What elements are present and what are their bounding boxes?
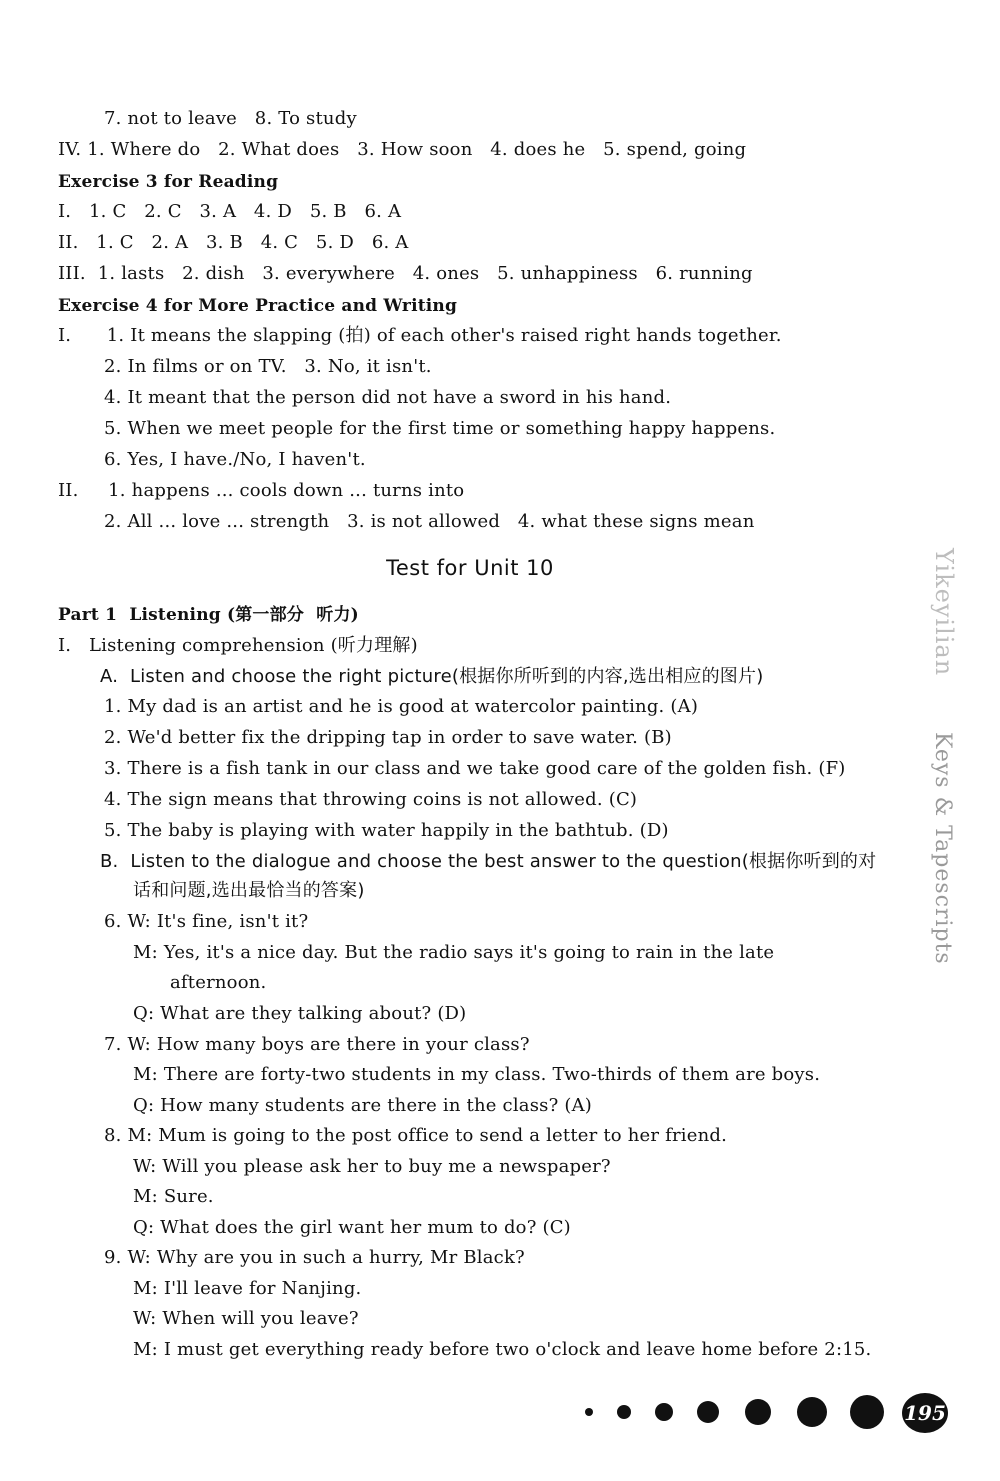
dot-icon xyxy=(585,1408,593,1416)
answer-line: 5. When we meet people for the first time or something happy happens. xyxy=(104,418,776,439)
script-line: M: There are forty-two students in my class. Two-thirds of them are boys. xyxy=(133,1064,821,1085)
page-number: 195 xyxy=(902,1393,948,1433)
subsection-heading: A. Listen and choose the right picture(根据你所听到的内容,选出相应的图片) xyxy=(100,666,764,687)
script-line: M: Yes, it's a nice day. But the radio says it's going to rain in the late xyxy=(133,942,775,963)
dot-icon xyxy=(655,1403,673,1421)
script-line: 4. The sign means that throwing coins is not allowed. (C) xyxy=(104,789,638,810)
answer-line: 2. In films or on TV. 3. No, it isn't. xyxy=(104,356,432,377)
subsection-heading: B. Listen to the dialogue and choose the best answer to the question(根据你听到的对 xyxy=(100,851,877,872)
script-line: Q: What does the girl want her mum to do? (C) xyxy=(133,1217,571,1238)
answer-line: 4. It meant that the person did not have a sword in his hand. xyxy=(104,387,672,408)
test-title: Test for Unit 10 xyxy=(386,556,554,580)
answer-line: IV. 1. Where do 2. What does 3. How soon 4. does he 5. spend, going xyxy=(58,139,747,160)
dot-icon xyxy=(617,1405,631,1419)
script-line: Q: How many students are there in the class? (A) xyxy=(133,1095,593,1116)
exercise-heading: Exercise 3 for Reading xyxy=(58,172,279,192)
exercise-heading: Exercise 4 for More Practice and Writing xyxy=(58,296,458,316)
script-line: 3. There is a fish tank in our class and we take good care of the golden fish. (F) xyxy=(104,758,846,779)
answer-line: 6. Yes, I have./No, I haven't. xyxy=(104,449,366,470)
dot-icon xyxy=(797,1397,827,1427)
subsection-heading-cont: 话和问题,选出最恰当的答案) xyxy=(133,880,365,901)
answer-line: 7. not to leave 8. To study xyxy=(104,108,357,129)
script-line: 5. The baby is playing with water happily in the bathtub. (D) xyxy=(104,820,669,841)
script-line: 7. W: How many boys are there in your class? xyxy=(104,1034,530,1055)
script-line: W: When will you leave? xyxy=(133,1308,359,1329)
answer-line: III. 1. lasts 2. dish 3. everywhere 4. ones 5. unhappiness 6. running xyxy=(58,263,753,284)
script-line: Q: What are they talking about? (D) xyxy=(133,1003,467,1024)
script-line: 6. W: It's fine, isn't it? xyxy=(104,911,309,932)
dot-icon xyxy=(745,1399,771,1425)
script-line: afternoon. xyxy=(170,972,267,993)
answer-line: I. 1. It means the slapping (拍) of each other's raised right hands together. xyxy=(58,325,782,346)
answer-line: II. 1. happens ... cools down ... turns into xyxy=(58,480,465,501)
part-heading: Part 1 Listening (第一部分 听力) xyxy=(58,605,359,625)
answer-line: II. 1. C 2. A 3. B 4. C 5. D 6. A xyxy=(58,232,409,253)
publisher-watermark: Yikeyilian xyxy=(930,548,958,677)
dot-icon xyxy=(850,1395,884,1429)
dot-icon xyxy=(697,1401,719,1423)
script-line: 8. M: Mum is going to the post office to send a letter to her friend. xyxy=(104,1125,728,1146)
script-line: 2. We'd better fix the dripping tap in order to save water. (B) xyxy=(104,727,672,748)
script-line: M: I'll leave for Nanjing. xyxy=(133,1278,362,1299)
answer-line: 2. All ... love ... strength 3. is not allowed 4. what these signs mean xyxy=(104,511,755,532)
script-line: M: I must get everything ready before two o'clock and leave home before 2:15. xyxy=(133,1339,872,1360)
decorative-dots xyxy=(575,1392,905,1436)
script-line: W: Will you please ask her to buy me a newspaper? xyxy=(133,1156,611,1177)
section-side-label: Keys & Tapescripts xyxy=(930,732,955,965)
script-line: 1. My dad is an artist and he is good at watercolor painting. (A) xyxy=(104,696,699,717)
section-heading: I. Listening comprehension (听力理解) xyxy=(58,635,418,656)
script-line: 9. W: Why are you in such a hurry, Mr Black? xyxy=(104,1247,525,1268)
script-line: M: Sure. xyxy=(133,1186,214,1207)
answer-line: I. 1. C 2. C 3. A 4. D 5. B 6. A xyxy=(58,201,402,222)
